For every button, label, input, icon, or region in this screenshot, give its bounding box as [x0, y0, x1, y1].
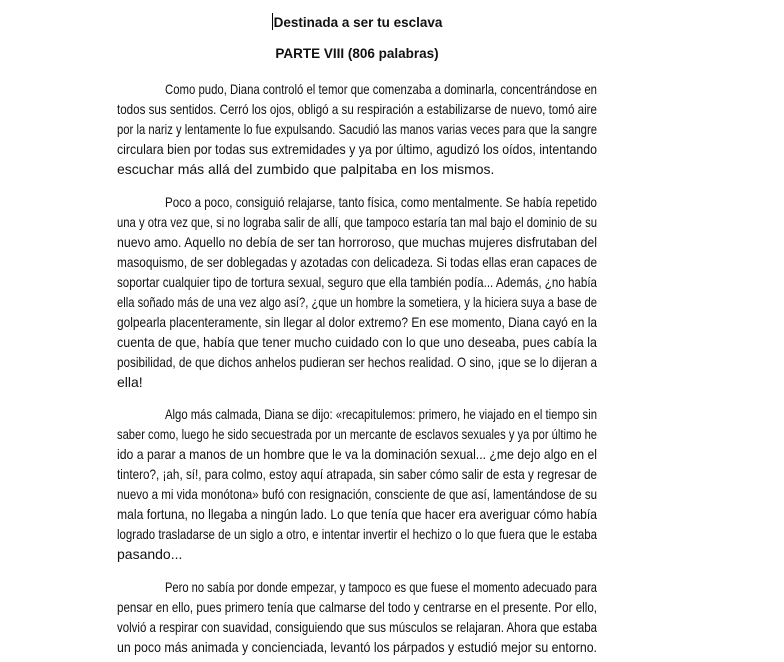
line-text: masoquismo, de ser doblegadas y azotadas con delicadeza. Si todas ellas eran capaces de	[117, 254, 597, 270]
line-text: posibilidad, de que dichos anhelos pudieran ser hechos realidad. O sino, ¡que se lo dijeran a	[117, 354, 597, 370]
paragraph-line	[117, 139, 597, 159]
paragraph-line	[117, 464, 597, 484]
paragraph-line	[117, 597, 597, 617]
document-title-text: Destinada a ser tu esclava	[273, 15, 443, 30]
paragraph-line	[117, 79, 597, 99]
paragraph-line	[117, 372, 597, 392]
paragraph-line	[117, 577, 597, 597]
paragraph-line	[117, 99, 597, 119]
line-text: por la nariz y lentamente lo fue expulsando. Sacudió las manos varias veces para que la sangre	[117, 121, 597, 137]
paragraph-line	[117, 637, 597, 657]
paragraph-2	[117, 192, 597, 392]
document-title[interactable]	[117, 13, 597, 30]
paragraph-line	[117, 252, 597, 272]
paragraph-3	[117, 404, 597, 564]
line-text: cuenta de que, había que tener mucho cuidado con lo que uno deseaba, pues cabía la	[117, 334, 597, 350]
paragraph-1	[117, 79, 597, 179]
paragraph-line	[117, 352, 597, 372]
paragraph-line	[117, 159, 597, 179]
line-text: Pero no sabía por donde empezar, y tampoco es que fuese el momento adecuado para	[165, 579, 597, 595]
paragraph-line	[117, 272, 597, 292]
paragraph-line	[117, 332, 597, 352]
paragraph-line	[117, 404, 597, 424]
paragraph-line	[117, 192, 597, 212]
line-text: Como pudo, Diana controló el temor que comenzaba a dominarla, concentrándose en	[165, 81, 597, 97]
line-text: soportar cualquier tipo de tortura sexual, seguro que ella también podía... Además, ¿no había	[117, 274, 597, 290]
line-text: mala fortuna, no llegaba a ningún lado. Lo que tenía que hacer era averiguar cómo había	[117, 506, 597, 522]
line-text: ella!	[117, 374, 143, 390]
paragraph-line	[117, 424, 597, 444]
document-subtitle: PARTE VIII (806 palabras)	[275, 46, 439, 61]
paragraph-line	[117, 232, 597, 252]
paragraph-line	[117, 312, 597, 332]
paragraph-line	[117, 484, 597, 504]
paragraph-line	[117, 524, 597, 544]
line-text: todos sus sentidos. Cerró los ojos, obligó a su respiración a estabilizarse de nuevo, tomó aire	[117, 101, 597, 117]
paragraph-line	[117, 544, 597, 564]
paragraph-line	[117, 212, 597, 232]
line-text: un poco más animada y concienciada, levantó los párpados y estudió mejor su entorno.	[117, 639, 597, 655]
paragraph-line	[117, 617, 597, 637]
paragraph-line	[117, 292, 597, 312]
line-text: Algo más calmada, Diana se dijo: «recapitulemos: primero, he viajado en el tiempo sin	[165, 406, 597, 422]
paragraph-line	[117, 444, 597, 464]
line-text: nuevo amo. Aquello no debía de ser tan horroroso, que muchas mujeres disfrutaban del	[117, 234, 597, 250]
line-text: ella soñado más de una vez algo así?, ¿que un hombre la sometiera, y la hiciera suya a base de	[117, 294, 597, 310]
line-text: tintero?, ¡ah, sí!, para colmo, estoy aquí atrapada, sin saber cómo salir de esta y regresar de	[117, 466, 597, 482]
line-text: una y otra vez que, si no lograba salir de allí, que tampoco estaría tan mal bajo el dominio de su	[117, 214, 597, 230]
paragraph-line	[117, 119, 597, 139]
line-text: Poco a poco, consiguió relajarse, tanto física, como mentalmente. Se había repetido	[165, 194, 597, 210]
line-text: saber como, luego he sido secuestrada por un mercante de esclavos sexuales y ya por último he	[117, 426, 597, 442]
paragraph-4	[117, 577, 597, 657]
line-text: volvió a respirar con suavidad, consiguiendo que sus músculos se relajaran. Ahora que estaba	[117, 619, 597, 635]
line-text: escuchar más allá del zumbido que palpitaba en los mismos.	[117, 161, 495, 177]
line-text: nuevo a mi vida monótona» bufó con resignación, consciente de que así, lamentándose de su	[117, 486, 597, 502]
line-text: pensar en ello, pues primero tenía que calmarse del todo y centrarse en el presente. Por ello,	[117, 599, 597, 615]
line-text: logrado trasladarse de un siglo a otro, e intentar invertir el hechizo o lo que fuera que le estaba	[117, 526, 597, 542]
line-text: ido a parar a manos de un hombre que le va la dominación sexual... ¿me dejo algo en el	[117, 446, 597, 462]
line-text: pasando...	[117, 546, 183, 562]
text-cursor	[272, 13, 273, 30]
paragraph-line	[117, 504, 597, 524]
line-text: golpearla placenteramente, sin llegar al dolor extremo? En ese momento, Diana cayó en la	[117, 314, 597, 330]
line-text: circulara bien por todas sus extremidades y ya por último, agudizó los oídos, intentando	[117, 141, 597, 157]
